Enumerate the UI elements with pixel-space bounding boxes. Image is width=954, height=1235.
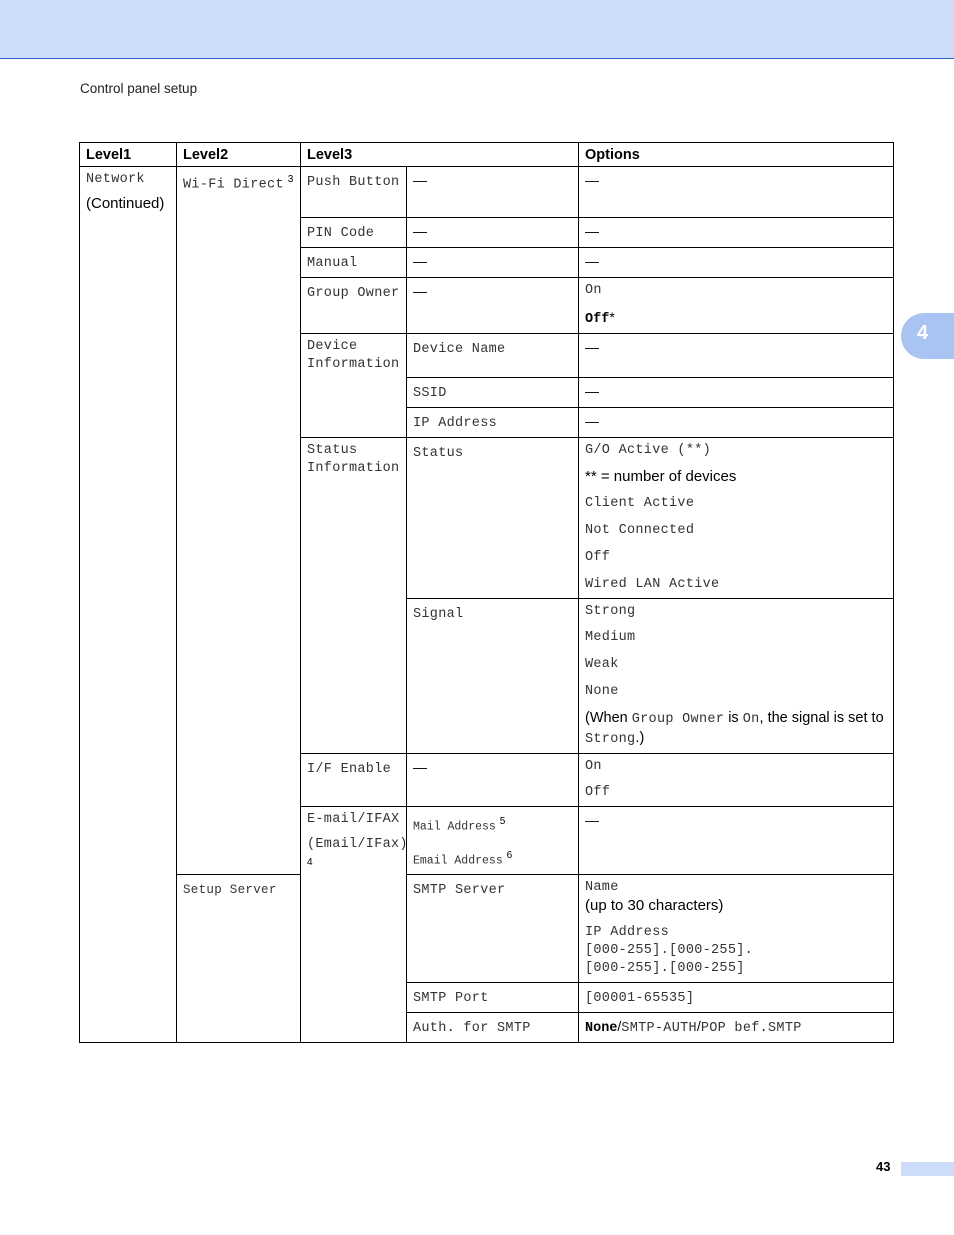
chapter-number: 4 xyxy=(917,322,929,344)
level2-email-ifax-sublabel: (Email/IFax) xyxy=(307,837,408,852)
signal-note-middle: , the signal is set to xyxy=(759,710,884,726)
level3b-cell xyxy=(407,1013,579,1043)
level3b-cell xyxy=(407,875,579,983)
dash: — xyxy=(413,172,427,188)
level1-cell xyxy=(80,167,177,1043)
if-enable-item: I/F Enable xyxy=(307,762,392,777)
level3b-cell xyxy=(579,807,894,875)
level3b-cell xyxy=(407,248,579,278)
pin-code-item: PIN Code xyxy=(307,226,375,241)
dash: — xyxy=(585,812,599,828)
if-off: Off xyxy=(585,785,611,800)
auth-separator: / xyxy=(696,1018,701,1035)
level2-email-ifax-cell xyxy=(301,807,407,1043)
signal-none: None xyxy=(585,684,619,699)
signal-note-prefix: (When xyxy=(585,710,632,726)
level1-network: Network xyxy=(86,172,145,187)
header-band xyxy=(0,0,954,59)
header-level3: Level3 xyxy=(301,143,579,167)
dash: — xyxy=(585,223,599,239)
header-level2: Level2 xyxy=(177,143,301,167)
group-owner-item: Group Owner xyxy=(307,286,400,301)
smtp-server-ip-line2: [000-255].[000-255] xyxy=(585,961,745,977)
level3b-cell xyxy=(407,754,579,807)
default-mark: * xyxy=(609,309,615,325)
level2-email-ifax: E-mail/IFAX xyxy=(307,812,400,827)
smtp-server-item: SMTP Server xyxy=(413,883,506,899)
status-not-connected: Not Connected xyxy=(585,523,695,538)
table-row xyxy=(80,167,894,218)
options-cell xyxy=(579,378,894,408)
level3b-cell xyxy=(407,334,579,378)
ssid-item: SSID xyxy=(413,386,447,401)
smtp-port-item: SMTP Port xyxy=(413,991,489,1007)
auth-smtp-auth: SMTP-AUTH xyxy=(621,1021,697,1037)
level3b-cell xyxy=(407,218,579,248)
options-cell xyxy=(579,875,894,983)
signal-note-suffix: .) xyxy=(635,730,645,746)
signal-note-is: is xyxy=(724,710,743,726)
device-information-item: Device xyxy=(307,339,358,354)
signal-note-group-owner: Group Owner xyxy=(631,712,725,727)
chapter-tab[interactable] xyxy=(901,313,954,359)
dash: — xyxy=(413,253,427,269)
auth-separator: / xyxy=(617,1018,622,1035)
ip-address-item: IP Address xyxy=(413,416,498,431)
level1-continued: (Continued) xyxy=(86,195,165,212)
options-cell xyxy=(579,167,894,218)
device-name-item: Device Name xyxy=(413,342,506,357)
option-off-default xyxy=(585,308,887,329)
options-cell xyxy=(579,278,894,334)
footnote-ref: 5 xyxy=(499,816,506,827)
level3b-cell xyxy=(407,408,579,438)
manual-item: Manual xyxy=(307,256,358,271)
level3a-cell xyxy=(301,278,407,334)
options-cell xyxy=(579,248,894,278)
level3a-cell xyxy=(301,438,407,754)
smtp-server-ip-address: IP Address xyxy=(585,925,670,941)
footer-bar xyxy=(901,1162,954,1176)
options-cell xyxy=(579,218,894,248)
setup-server-item: Setup Server xyxy=(183,883,277,898)
level3b-cell xyxy=(407,167,579,218)
level3a-cell xyxy=(301,334,407,438)
level2-email-ifax-sub xyxy=(307,833,408,875)
level3a-cell xyxy=(301,754,407,807)
smtp-port-range: [00001-65535] xyxy=(585,991,695,1007)
footnote-ref: 4 xyxy=(307,857,313,868)
signal-medium: Medium xyxy=(585,630,636,645)
mail-address-line xyxy=(413,813,572,837)
level3b-cell xyxy=(407,378,579,408)
status-information-item-line2: Information xyxy=(307,461,400,476)
level3a-cell xyxy=(301,248,407,278)
dash: — xyxy=(413,223,427,239)
smtp-server-ip-line1: [000-255].[000-255]. xyxy=(585,943,754,959)
smtp-server-name-note: (up to 30 characters) xyxy=(585,897,724,915)
level3a-cell xyxy=(407,807,579,875)
options-cell xyxy=(579,408,894,438)
option-on: On xyxy=(585,283,602,298)
dash: — xyxy=(585,172,599,188)
email-address-item: Email Address xyxy=(413,854,503,868)
dash: — xyxy=(413,283,427,299)
options-cell xyxy=(579,438,894,599)
auth-none: None xyxy=(585,1021,618,1037)
level3b-cell xyxy=(407,599,579,754)
page-number: 43 xyxy=(876,1159,891,1174)
level3b-cell xyxy=(407,438,579,599)
header-row xyxy=(80,143,894,167)
smtp-server-name: Name xyxy=(585,880,619,896)
level2-wifi-direct-cell xyxy=(177,167,301,875)
auth-pop-bef-smtp: POP bef.SMTP xyxy=(700,1021,802,1037)
status-client-active: Client Active xyxy=(585,496,695,511)
level3b-cell xyxy=(407,278,579,334)
if-on: On xyxy=(585,759,602,774)
status-wired-lan-active: Wired LAN Active xyxy=(585,577,720,592)
signal-weak: Weak xyxy=(585,657,619,672)
footnote-ref: 6 xyxy=(506,849,513,861)
dash: — xyxy=(413,759,427,775)
table-row xyxy=(80,875,894,983)
status-information-item: Status xyxy=(307,443,358,458)
options-cell xyxy=(579,1013,894,1043)
push-button-item: Push Button xyxy=(307,175,400,190)
status-go-active: G/O Active (**) xyxy=(585,443,712,458)
dash: — xyxy=(585,253,599,269)
level3b-cell xyxy=(407,983,579,1013)
signal-note-on: On xyxy=(742,712,760,727)
footnote-ref: 3 xyxy=(287,174,294,185)
auth-for-smtp-item: Auth. for SMTP xyxy=(413,1021,531,1037)
header-level1: Level1 xyxy=(80,143,177,167)
settings-table xyxy=(79,142,894,1043)
status-go-note: ** = number of devices xyxy=(585,468,737,485)
device-information-item-line2: Information xyxy=(307,357,400,372)
level3a-cell xyxy=(301,167,407,218)
level3a-cell xyxy=(301,218,407,248)
options-cell xyxy=(579,754,894,807)
option-off: Off xyxy=(585,312,610,327)
mail-address-item: Mail Address xyxy=(413,820,496,834)
status-item: Status xyxy=(413,446,464,461)
dash: — xyxy=(585,413,599,429)
email-address-line xyxy=(413,847,572,871)
status-off: Off xyxy=(585,550,611,565)
options-cell xyxy=(579,599,894,754)
breadcrumb: Control panel setup xyxy=(80,81,198,96)
level2-wifi-direct: Wi-Fi Direct xyxy=(183,177,284,193)
header-options: Options xyxy=(579,143,894,167)
signal-strong: Strong xyxy=(585,604,636,619)
signal-note xyxy=(585,709,887,749)
signal-note-strong: Strong xyxy=(585,732,636,747)
signal-item: Signal xyxy=(413,607,464,622)
options-cell xyxy=(579,983,894,1013)
level3a-cell xyxy=(177,875,301,1043)
options-cell xyxy=(579,334,894,378)
dash: — xyxy=(585,339,599,355)
dash: — xyxy=(585,383,599,399)
